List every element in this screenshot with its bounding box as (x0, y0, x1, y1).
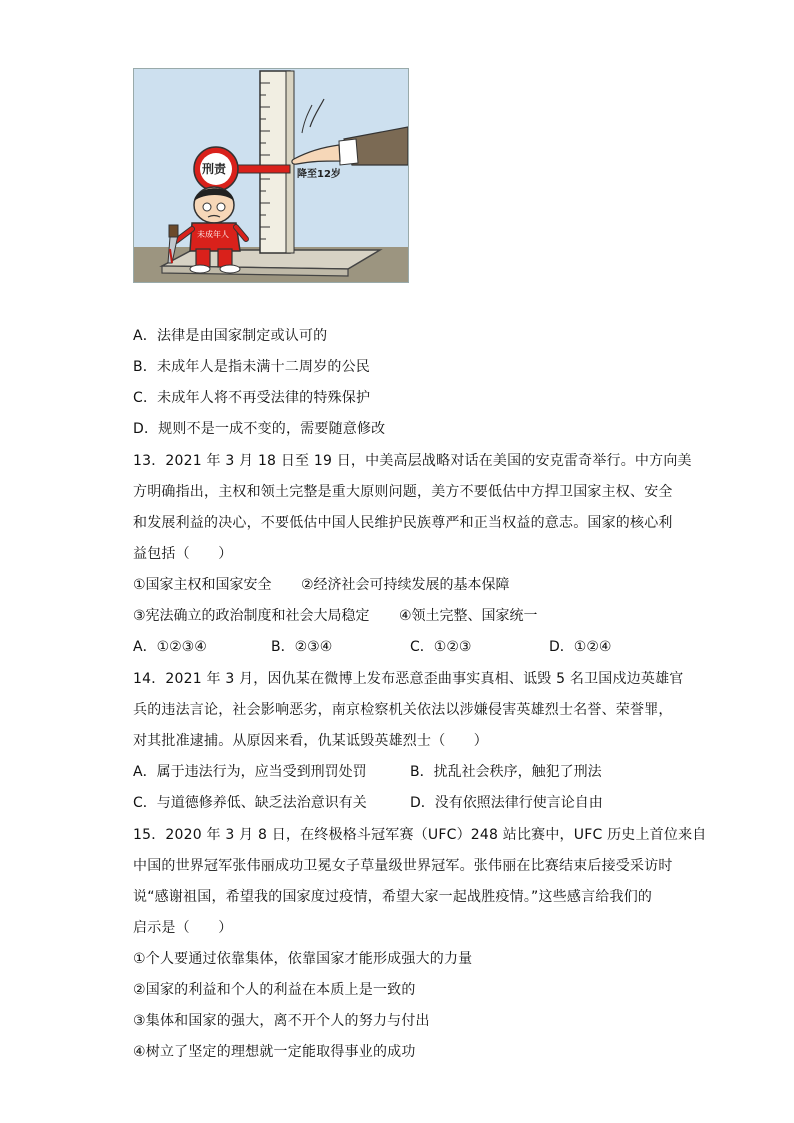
q12-option-c: C．未成年人将不再受法律的特殊保护 (133, 390, 371, 406)
q12-option-a: A．法律是由国家制定或认可的 (133, 328, 328, 344)
q15-statement-3: ③集体和国家的强大，离不开个人的努力与付出 (133, 1013, 430, 1029)
shirt-text: 未成年人 (197, 230, 229, 239)
ruler-note: 降至12岁 (297, 169, 341, 180)
q13-stem-line: 方明确指出，主权和领土完整是重大原则问题，美方不要低估中方捍卫国家主权、安全 (133, 484, 673, 500)
q15-stem-line: 中国的世界冠军张伟丽成功卫冕女子草量级世界冠军。张伟丽在比赛结束后接受采访时 (133, 858, 673, 874)
q13-statement-3: ③宪法确立的政治制度和社会大局稳定 (133, 608, 370, 624)
q14-option-a: A．属于违法行为，应当受到刑罚处罚 (133, 764, 367, 780)
q13-statement-1: ①国家主权和国家安全 (133, 577, 272, 593)
q14-option-c: C．与道德修养低、缺乏法治意识有关 (133, 795, 367, 811)
q13-option-c: C．①②③ (410, 639, 472, 655)
q15-statement-4: ④树立了坚定的理想就一定能取得事业的成功 (133, 1044, 416, 1060)
q13-stem-line: 益包括（ ） (133, 546, 233, 562)
q15-stem-line: 说“感谢祖国，希望我的国家度过疫情，希望大家一起战胜疫情。”这些感言给我们的 (133, 889, 653, 905)
sign-text: 刑责 (202, 162, 227, 176)
q13-option-b: B．②③④ (271, 639, 333, 655)
cartoon-illustration (133, 68, 409, 283)
q13-stem-line: 和发展利益的决心，不要低估中国人民维护民族尊严和正当权益的意志。国家的核心利 (133, 515, 673, 531)
q14-stem-line: 对其批准逮捕。从原因来看，仇某诋毁英雄烈士（ ） (133, 733, 488, 749)
q13-statement-2: ②经济社会可持续发展的基本保障 (301, 577, 510, 593)
q13-option-a: A．①②③④ (133, 639, 207, 655)
q14-stem-line: 兵的违法言论，社会影响恶劣，南京检察机关依法以涉嫌侵害英雄烈士名誉、荣誉罪， (133, 702, 673, 718)
q14-option-d: D．没有依照法律行使言论自由 (410, 795, 603, 811)
q14-option-b: B．扰乱社会秩序，触犯了刑法 (410, 764, 602, 780)
q12-option-d: D．规则不是一成不变的，需要随意修改 (133, 421, 386, 437)
q12-option-b: B．未成年人是指未满十二周岁的公民 (133, 359, 371, 375)
q15-statement-2: ②国家的利益和个人的利益在本质上是一致的 (133, 982, 416, 998)
q14-stem-line: 14．2021 年 3 月，因仇某在微博上发布恶意歪曲事实真相、诋毁 5 名卫国戍边英雄官 (133, 671, 684, 687)
q13-stem-line: 13．2021 年 3 月 18 日至 19 日，中美高层战略对话在美国的安克雷奇举行。中方向美 (133, 453, 692, 469)
q13-statement-4: ④领土完整、国家统一 (399, 608, 538, 624)
q13-option-d: D．①②④ (549, 639, 612, 655)
q15-statement-1: ①个人要通过依靠集体，依靠国家才能形成强大的力量 (133, 951, 473, 967)
q15-stem-line: 15．2020 年 3 月 8 日，在终极格斗冠军赛（UFC）248 站比赛中，UFC 历史上首位来自 (133, 827, 707, 843)
q15-stem-line: 启示是（ ） (133, 920, 233, 936)
